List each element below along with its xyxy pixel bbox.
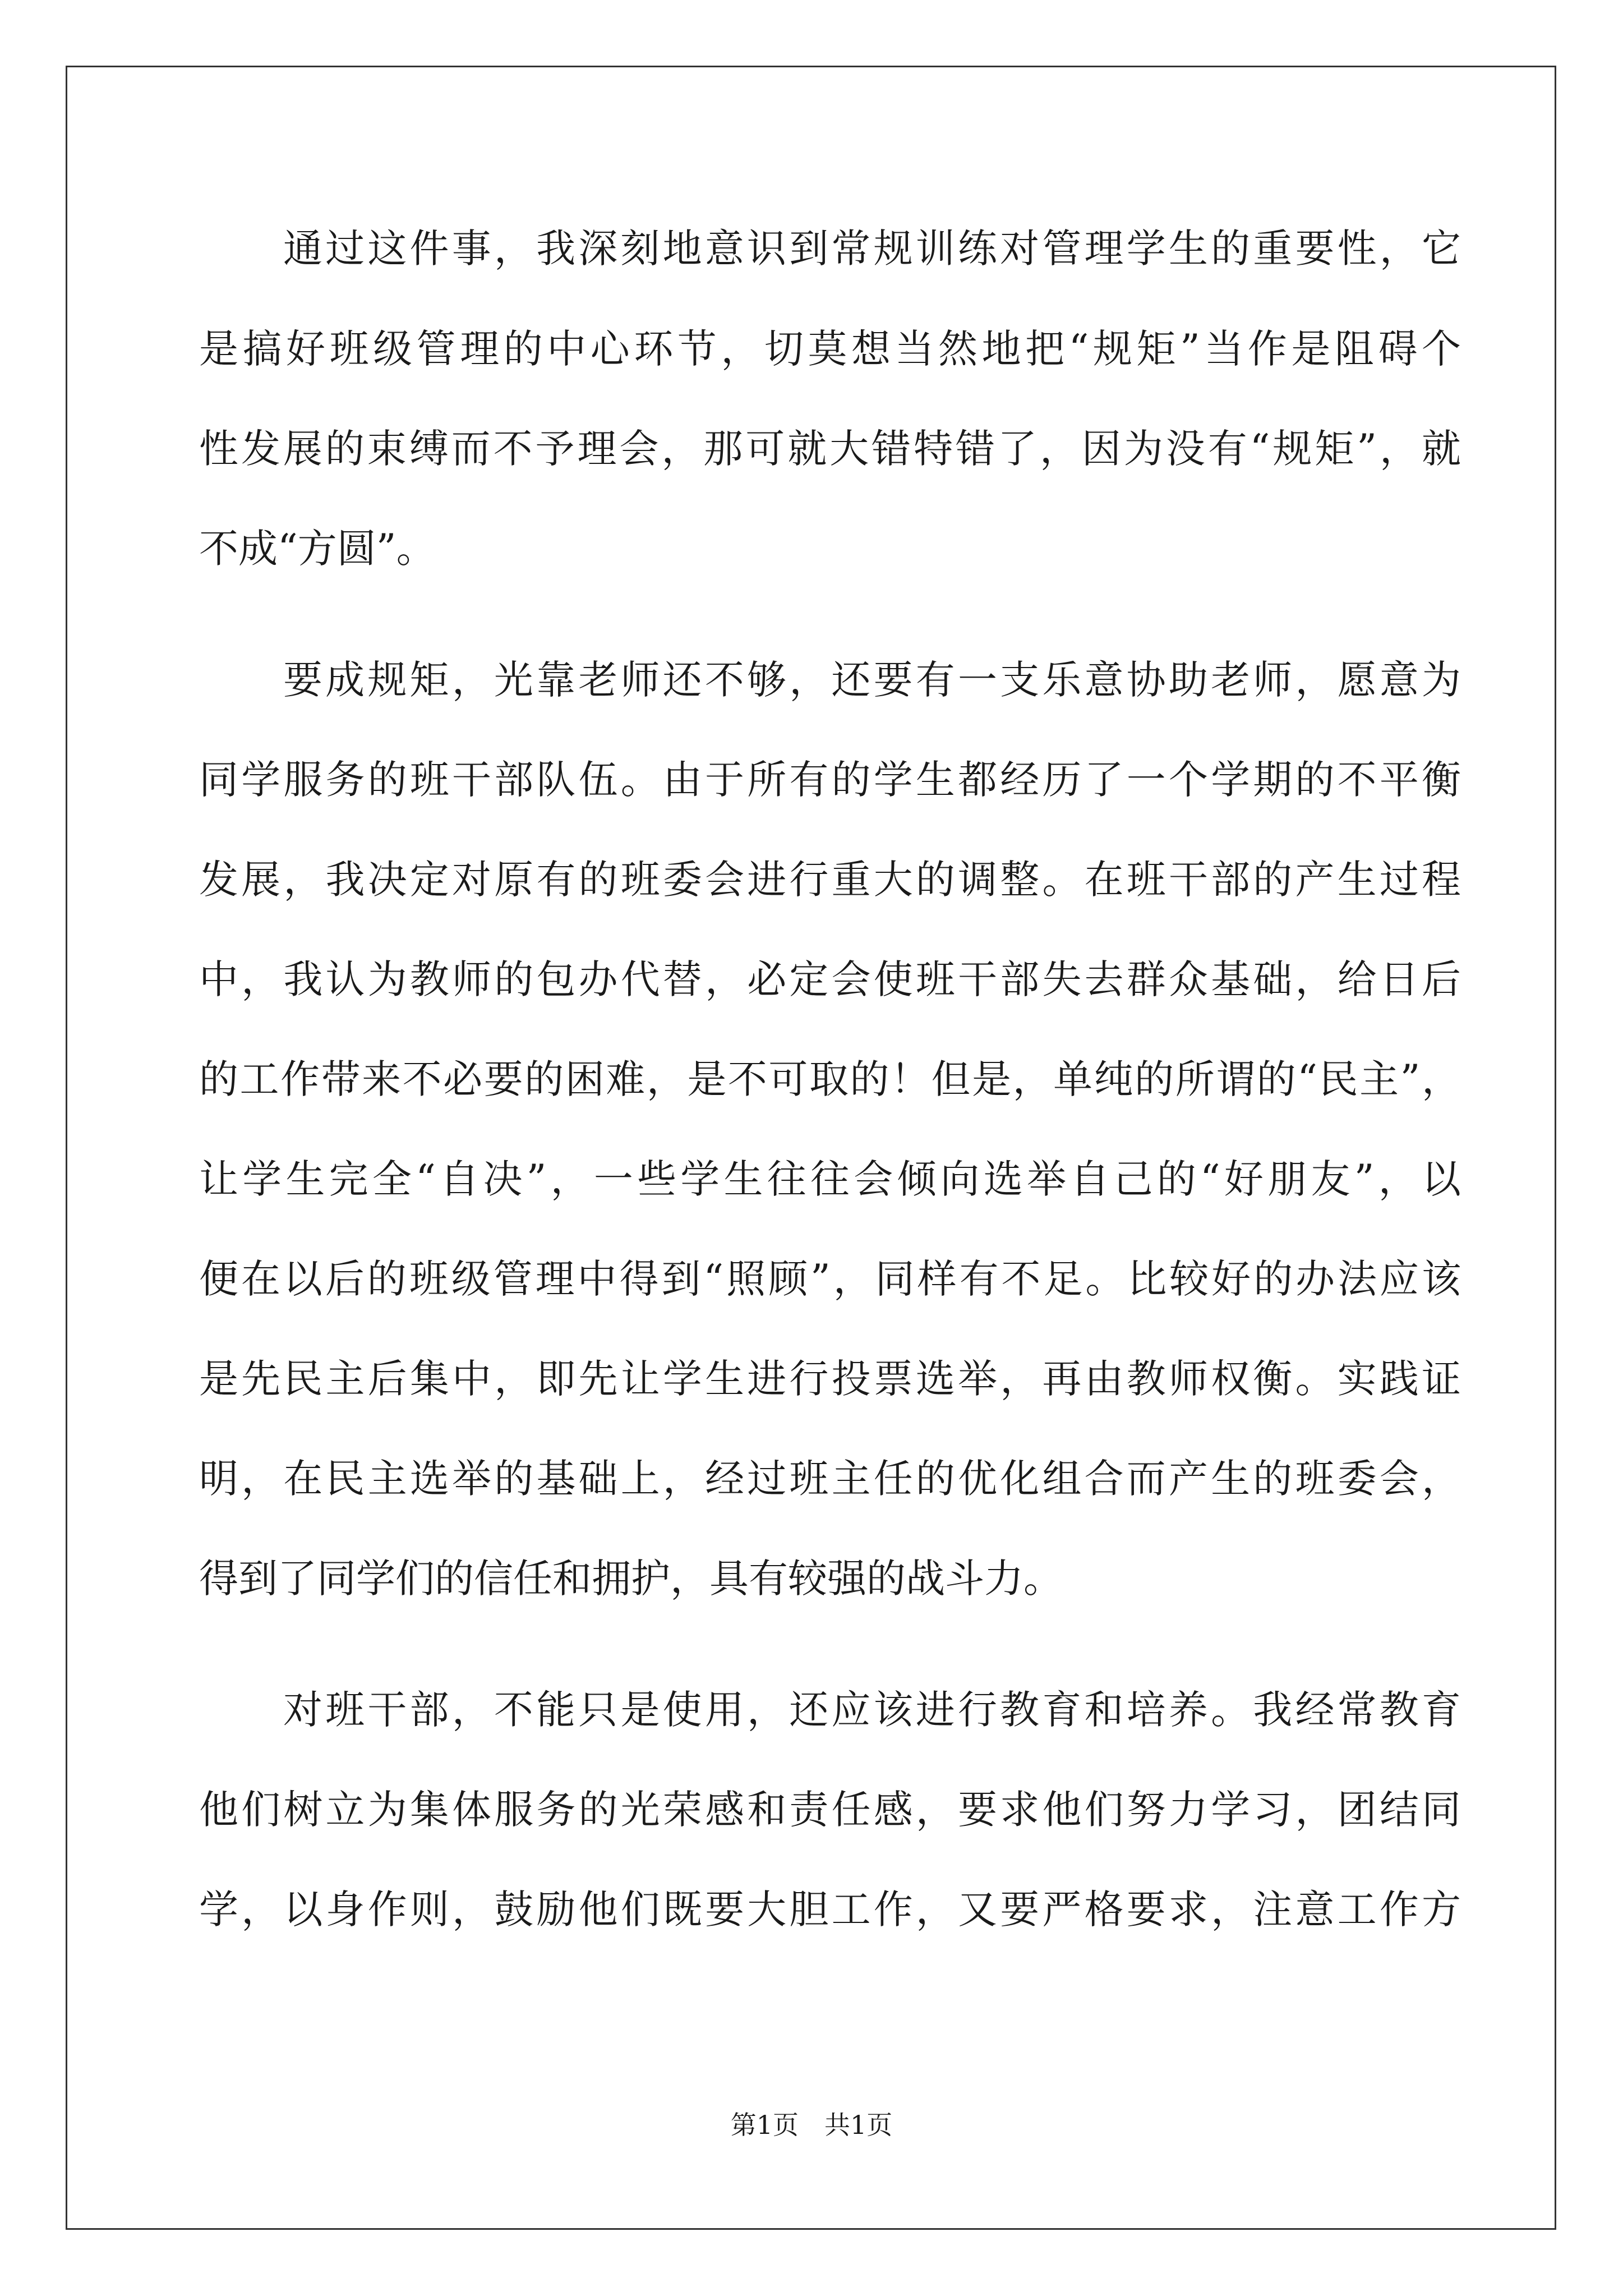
paragraph-2-line-2: 同学服务的班干部队伍。由于所有的学生都经历了一个学期的不平衡 [199,757,1461,803]
paragraph-2-line-3: 发展，我决定对原有的班委会进行重大的调整。在班干部的产生过程 [199,857,1461,903]
paragraph-1-line-4: 不成“方圆”。 [199,526,436,572]
paragraph-3-line-2: 他们树立为集体服务的光荣感和责任感，要求他们努力学习，团结同 [199,1787,1461,1833]
paragraph-2-line-1: 要成规矩，光靠老师还不够，还要有一支乐意协助老师，愿意为 [283,657,1461,703]
paragraph-1-line-1: 通过这件事，我深刻地意识到常规训练对管理学生的重要性，它 [283,226,1461,272]
page-number-footer: 第1页 共1页 [730,2110,893,2140]
paragraph-2-line-7: 便在以后的班级管理中得到“照顾”，同样有不足。比较好的办法应该 [199,1256,1461,1302]
paragraph-3-line-1: 对班干部，不能只是使用，还应该进行教育和培养。我经常教育 [283,1687,1461,1733]
paragraph-2-line-10: 得到了同学们的信任和拥护，具有较强的战斗力。 [199,1556,1063,1602]
paragraph-2-line-8: 是先民主后集中，即先让学生进行投票选举，再由教师权衡。实践证 [199,1356,1461,1402]
paragraph-1-line-3: 性发展的束缚而不予理会，那可就大错特错了，因为没有“规矩”，就 [199,426,1461,472]
paragraph-2-line-6: 让学生完全“自决”，一些学生往往会倾向选举自己的“好朋友”，以 [199,1156,1461,1202]
paragraph-3-line-3: 学，以身作则，鼓励他们既要大胆工作，又要严格要求，注意工作方 [199,1887,1461,1932]
paragraph-2-line-9: 明，在民主选举的基础上，经过班主任的优化组合而产生的班委会， [199,1456,1461,1502]
paragraph-2-line-4: 中，我认为教师的包办代替，必定会使班干部失去群众基础，给日后 [199,956,1461,1002]
paragraph-1-line-2: 是搞好班级管理的中心环节，切莫想当然地把“规矩”当作是阻碍个 [199,326,1461,372]
paragraph-2-line-5: 的工作带来不必要的困难，是不可取的！但是，单纯的所谓的“民主”， [199,1056,1461,1102]
